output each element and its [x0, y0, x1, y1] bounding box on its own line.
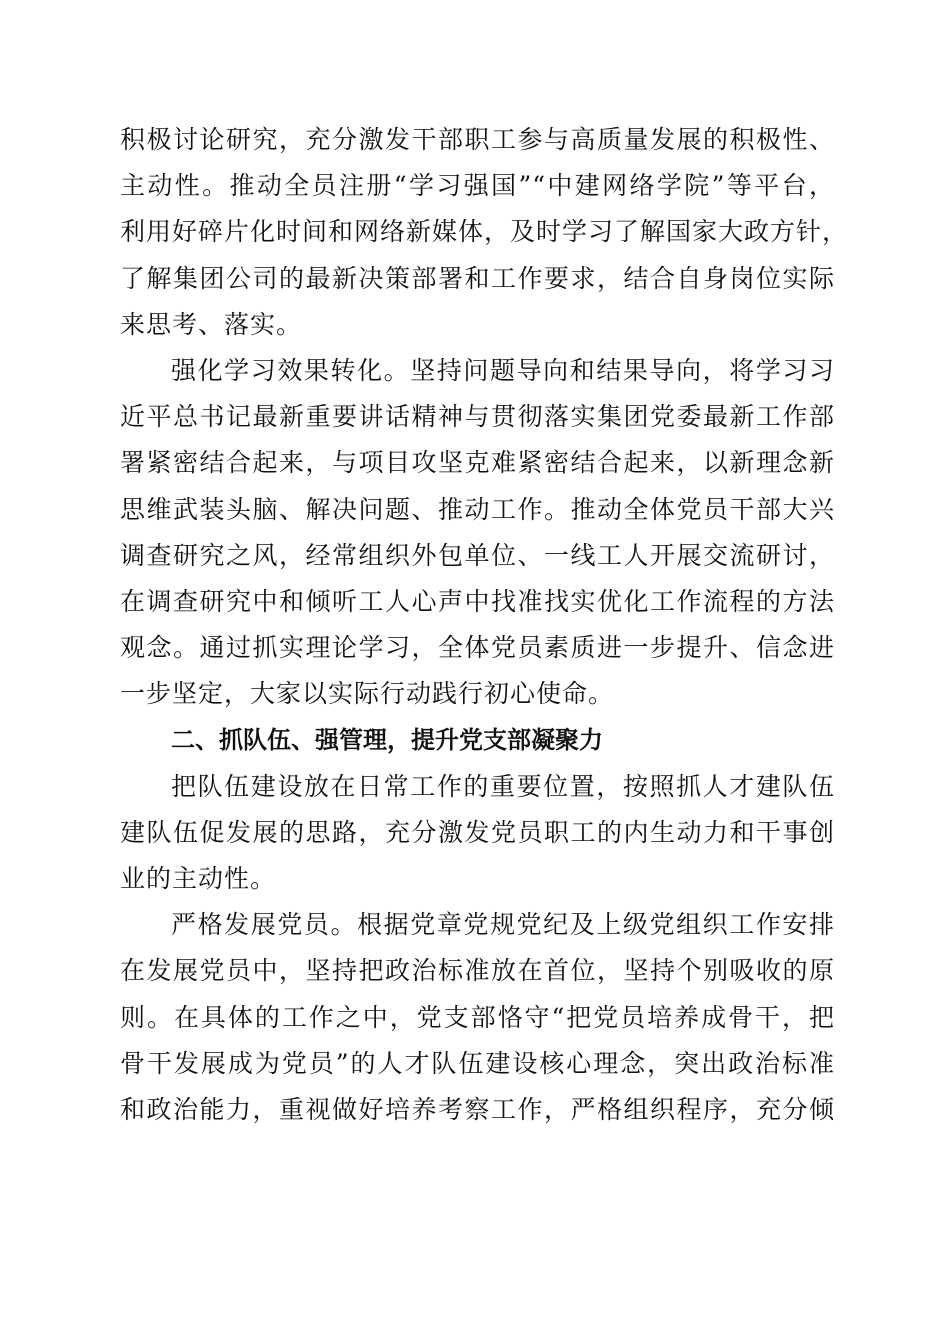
document-body [120, 117, 849, 1133]
text-line: 和政治能力，重视做好培养考察工作，严格组织程序，充分倾 [120, 1094, 835, 1124]
text-line: 积极讨论研究，充分激发干部职工参与高质量发展的积极性、 [120, 125, 835, 154]
text-line: 利用好碎片化时间和网络新媒体，及时学习了解国家大政方针， [120, 217, 849, 247]
text-line: 思维武装头脑、解决问题、推动工作。推动全体党员干部大兴 [120, 494, 835, 524]
paragraph-first-line: 严格发展党员。根据党章党规党纪及上级党组织工作安排 [171, 910, 835, 940]
text-line: 业的主动性。 [120, 864, 277, 893]
text-line: 建队伍促发展的思路，充分激发党员职工的内生动力和干事创 [120, 817, 835, 847]
section-heading: 二、抓队伍、强管理，提升党支部凝聚力 [171, 726, 603, 755]
text-line: 署紧密结合起来，与项目攻坚克难紧密结合起来，以新理念新 [120, 448, 835, 478]
text-line: 一步坚定，大家以实际行动践行初心使命。 [120, 679, 615, 709]
paragraph-first-line: 把队伍建设放在日常工作的重要位置，按照抓人才建队伍 [171, 771, 835, 801]
text-line: 主动性。推动全员注册“学习强国”“中建网络学院”等平台， [120, 171, 835, 201]
text-line: 在发展党员中，坚持把政治标准放在首位，坚持个别吸收的原 [120, 956, 835, 986]
paragraph-first-line: 强化学习效果转化。坚持问题导向和结果导向，将学习习 [171, 355, 835, 385]
text-line: 近平总书记最新重要讲话精神与贯彻落实集团党委最新工作部 [120, 402, 835, 432]
text-line: 则。在具体的工作之中，党支部恪守“把党员培养成骨干，把 [120, 1002, 835, 1032]
text-line: 来思考、落实。 [120, 309, 303, 339]
text-line: 调查研究之风，经常组织外包单位、一线工人开展交流研讨， [120, 540, 835, 570]
text-line: 了解集团公司的最新决策部署和工作要求，结合自身岗位实际 [120, 263, 835, 293]
text-line: 骨干发展成为党员”的人才队伍建设核心理念，突出政治标准 [120, 1048, 835, 1078]
text-line: 观念。通过抓实理论学习，全体党员素质进一步提升、信念进 [120, 633, 835, 663]
text-line: 在调查研究中和倾听工人心声中找准找实优化工作流程的方法 [120, 586, 835, 616]
